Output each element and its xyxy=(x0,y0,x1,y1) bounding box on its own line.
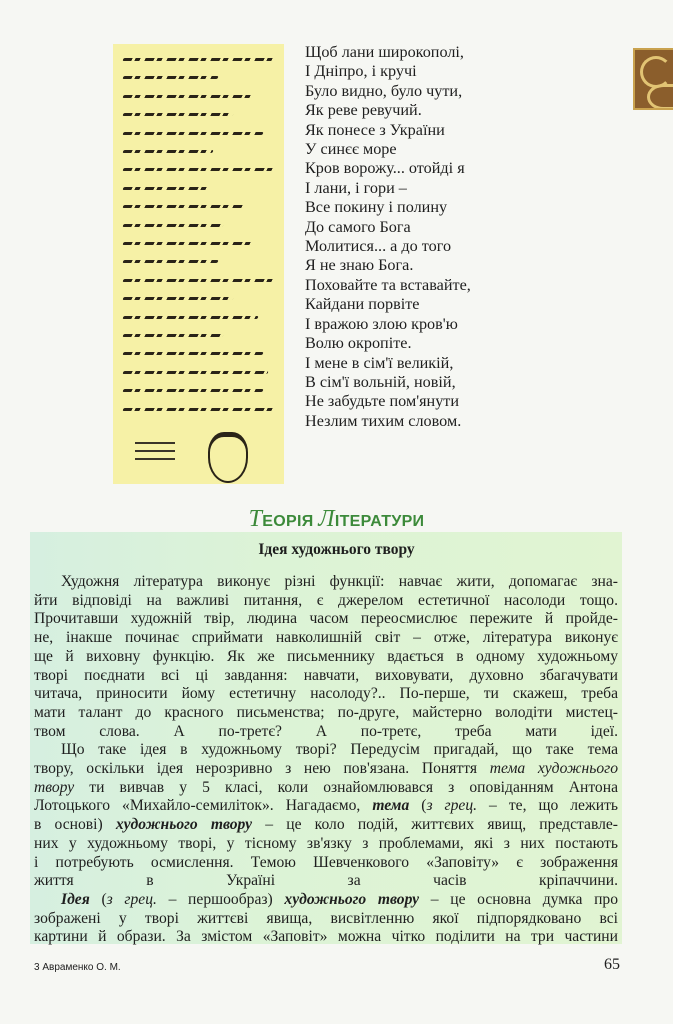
text-run: – це основна думка про xyxy=(419,890,619,908)
section-title-part: ІТЕРАТУРИ xyxy=(334,513,425,530)
text-line xyxy=(34,872,618,891)
poem-line: І Дніпро, і кручі xyxy=(305,62,417,81)
text-run: зображені у творі життєві явища, висвітленню якої підпорядковано всі xyxy=(34,909,618,927)
text-line xyxy=(34,928,618,947)
text-line xyxy=(34,816,618,835)
text-run: – першообраз) xyxy=(156,890,285,908)
text-run: твору, оскільки ідея нерозривно з нею пов'язана. Поняття xyxy=(34,760,490,778)
text-run: йти відповіді на важливі питання, є джерелом естетичної насолоди тощо. xyxy=(34,591,618,609)
emphasized-text: тема художнього xyxy=(489,760,618,778)
handwritten-line xyxy=(122,76,218,79)
poem-line: Як реве ревучий. xyxy=(305,101,422,120)
poem-line: Я не знаю Бога. xyxy=(305,256,414,275)
poem-line: Все покину і полину xyxy=(305,198,448,217)
text-line xyxy=(34,835,618,854)
theory-body xyxy=(34,573,618,947)
text-line xyxy=(34,685,618,704)
handwritten-line xyxy=(122,389,263,392)
text-line xyxy=(34,704,618,723)
handwritten-line xyxy=(122,132,263,135)
handwritten-line xyxy=(122,150,213,153)
emphasized-text: художнього твору xyxy=(284,890,420,908)
handwritten-line xyxy=(122,58,273,61)
manuscript-facsimile-image xyxy=(113,44,284,484)
text-run: і потребують осмислення. Темою Шевченкового «Заповіту» є зображення xyxy=(34,853,618,871)
handwritten-line xyxy=(122,205,243,208)
text-run: твом слова. А по-третє? А по-третє, треба мати ідеї. xyxy=(34,722,618,740)
text-run: мати талант до красного письменства; по-друге, майстерно володіти мистец- xyxy=(34,703,618,721)
section-title-cap: Т xyxy=(248,506,263,532)
text-run: картини й образи. За змістом «Заповіт» можна чітко поділити на три частини xyxy=(34,928,618,946)
handwritten-line xyxy=(122,297,233,300)
text-run: не, інакше починає сприймати навколишній світ – отже, література виконує xyxy=(34,629,618,647)
emphasized-text: твору xyxy=(34,778,75,796)
text-line xyxy=(34,629,618,648)
manuscript-signature xyxy=(208,432,248,483)
text-run: Лотоцького «Михайло-семиліток». Нагадаємо, xyxy=(34,797,373,815)
poem-line: У синєє море xyxy=(305,140,397,159)
text-line xyxy=(34,854,618,873)
handwritten-line xyxy=(122,168,273,171)
poem-line: В сім'ї вольній, новій, xyxy=(305,372,456,391)
poem-line: Поховайте та вставайте, xyxy=(305,275,471,294)
handwritten-line xyxy=(122,187,208,190)
text-run: – те, що лежить xyxy=(477,797,619,815)
section-title-cap: Л xyxy=(318,506,335,532)
handwritten-line xyxy=(122,352,263,355)
poem-line: Кайдани порвіте xyxy=(305,295,420,314)
handwritten-line xyxy=(122,408,273,411)
poem-line: Волю окропіте. xyxy=(305,334,412,353)
handwritten-line xyxy=(122,279,273,282)
text-line xyxy=(34,723,618,742)
text-line xyxy=(34,891,618,910)
emphasized-text: художнього твору xyxy=(115,816,253,834)
text-run: них у художньому творі, у тісному зв'язку з проблемами, які з них постають xyxy=(34,834,618,852)
text-line xyxy=(34,741,618,760)
text-line xyxy=(34,779,618,798)
text-run: Що таке ідея в художньому творі? Передусім пригадай, що таке тема xyxy=(61,741,618,759)
poem-line: Не забудьте пом'янути xyxy=(305,392,460,411)
manuscript-date xyxy=(135,442,175,444)
poem-line: Щоб лани широкополі, xyxy=(305,43,464,61)
poem-line: І лани, і гори – xyxy=(305,178,407,197)
text-line xyxy=(34,760,618,779)
text-run: ( xyxy=(409,797,427,815)
emphasized-text: з грец. xyxy=(106,890,157,908)
handwritten-line xyxy=(122,95,253,98)
poem-line: Молитися... а до того xyxy=(305,237,452,256)
section-title xyxy=(0,506,673,533)
poem-line: І вражою злою кров'ю xyxy=(305,314,458,333)
handwritten-line xyxy=(122,371,268,374)
text-line xyxy=(34,592,618,611)
text-line xyxy=(34,797,618,816)
text-run: в основі) xyxy=(34,816,116,834)
text-line xyxy=(34,573,618,592)
text-run: ( xyxy=(89,890,107,908)
text-run: життя в Україні за часів кріпаччини. xyxy=(34,872,618,890)
text-run: Прочитавши художній твір, людина часом переосмислює пережите й пройде- xyxy=(34,610,618,628)
handwritten-line xyxy=(122,242,253,245)
text-run: ще й виховну функцію. Як же письменнику вдається в одному художньому xyxy=(34,647,618,665)
handwritten-line xyxy=(122,334,223,337)
text-line xyxy=(34,648,618,667)
handwritten-line xyxy=(122,260,218,263)
poem-line: Як понесе з України xyxy=(305,120,445,139)
text-run: творі поєднати всі ці завдання: навчати, виховувати, духовно збагачувати xyxy=(34,666,618,684)
text-run: – це коло подій, життєвих явищ, представле- xyxy=(252,816,618,834)
page-number: 65 xyxy=(604,956,620,973)
text-line xyxy=(34,667,618,686)
ornament-decoration xyxy=(633,48,673,110)
handwritten-line xyxy=(122,113,233,116)
poem-line: До самого Бога xyxy=(305,217,411,236)
section-title-part: ЕОРІЯ xyxy=(262,513,319,530)
text-line xyxy=(34,910,618,929)
text-line xyxy=(34,610,618,629)
emphasized-text: тема xyxy=(372,797,410,815)
footer-signature: 3 Авраменко О. М. xyxy=(34,962,121,973)
handwritten-line xyxy=(122,224,223,227)
emphasized-text: Ідея xyxy=(61,890,90,908)
poem-text xyxy=(305,43,471,431)
poem-line: Кров ворожу... отойді я xyxy=(305,159,465,178)
emphasized-text: з грец. xyxy=(426,797,478,815)
text-run: Художня література виконує різні функції: навчає жити, допомагає зна- xyxy=(61,573,618,590)
poem-line: І мене в сім'ї великій, xyxy=(305,353,454,372)
text-run: ти вивчав у 5 класі, коли ознайомлювався з оповіданням Антона xyxy=(74,778,618,796)
theory-heading: Ідея художнього твору xyxy=(258,541,415,558)
poem-line: Було видно, було чути, xyxy=(305,81,463,100)
poem-line: Незлим тихим словом. xyxy=(305,411,462,430)
handwritten-line xyxy=(122,316,258,319)
text-run: читача, приносити йому естетичну насолоду?.. По-перше, ти скажеш, треба xyxy=(34,685,618,703)
